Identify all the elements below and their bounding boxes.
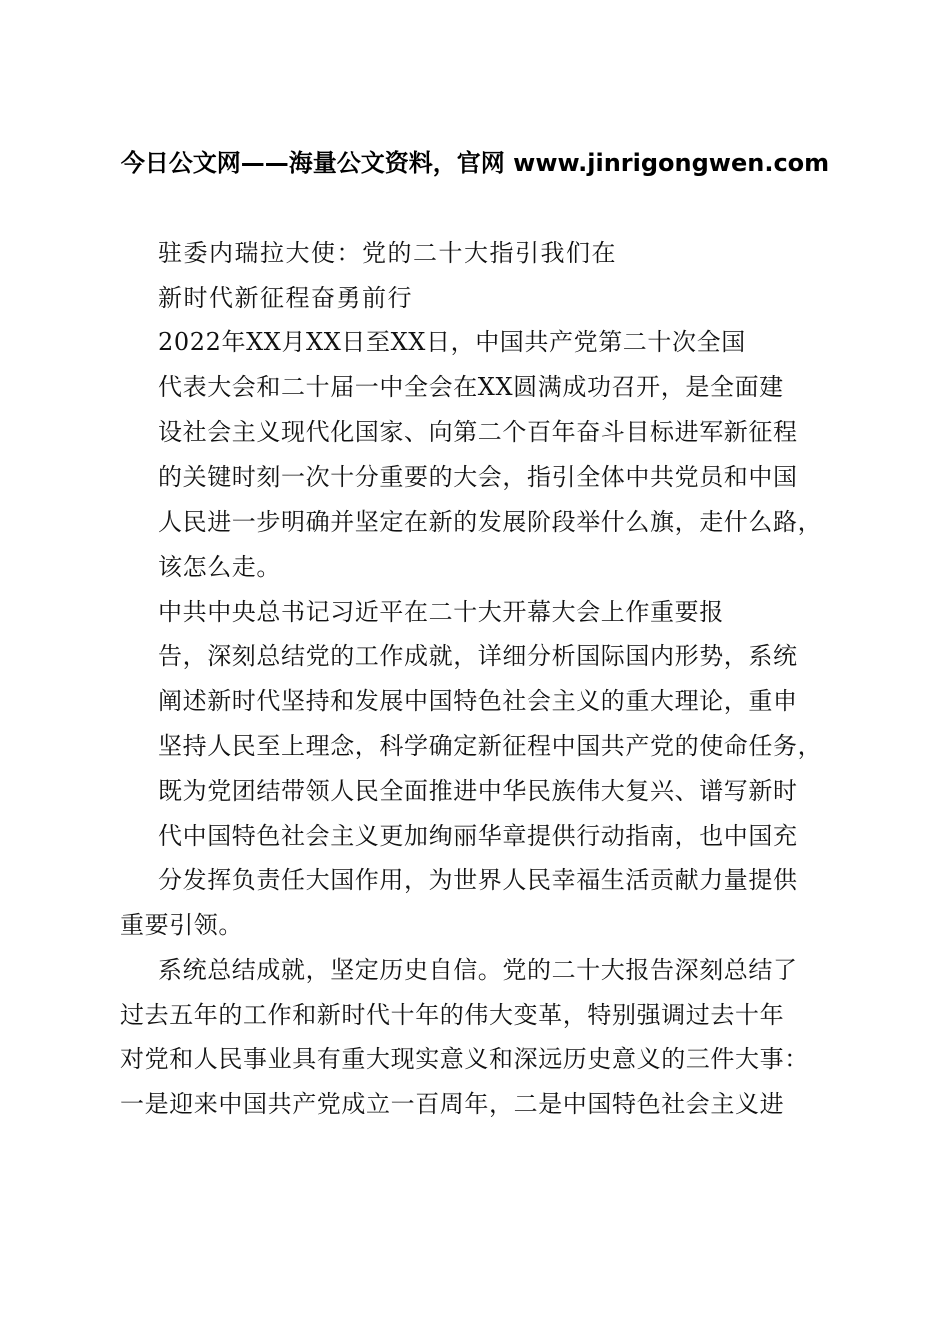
paragraph-line: 坚持人民至上理念，科学确定新征程中国共产党的使命任务， bbox=[158, 732, 823, 760]
paragraph-line: 告，深刻总结党的工作成就，详细分析国际国内形势，系统 bbox=[158, 642, 798, 670]
paragraph-line: 设社会主义现代化国家、向第二个百年奋斗目标进军新征程 bbox=[158, 418, 798, 446]
paragraph-line: 重要引领。 bbox=[120, 911, 243, 939]
paragraph-line: 人民进一步明确并坚定在新的发展阶段举什么旗，走什么路， bbox=[158, 508, 823, 536]
title-line: 新时代新征程奋勇前行 bbox=[158, 284, 413, 312]
paragraph-line: 阐述新时代坚持和发展中国特色社会主义的重大理论，重申 bbox=[158, 687, 798, 715]
paragraph-line: 该怎么走。 bbox=[158, 553, 281, 581]
paragraph-line: 一是迎来中国共产党成立一百周年，二是中国特色社会主义进 bbox=[120, 1090, 785, 1118]
paragraph-line: 代中国特色社会主义更加绚丽华章提供行动指南，也中国充 bbox=[158, 822, 798, 850]
paragraph-line: 对党和人民事业具有重大现实意义和深远历史意义的三件大事： bbox=[120, 1045, 809, 1073]
paragraph-line: 系统总结成就，坚定历史自信。党的二十大报告深刻总结了 bbox=[158, 956, 798, 984]
website-header: 今日公文网——海量公文资料，官网 www.jinrigongwen.com bbox=[120, 149, 830, 177]
title-line: 驻委内瑞拉大使：党的二十大指引我们在 bbox=[158, 239, 617, 267]
paragraph-line: 代表大会和二十届一中全会在XX圆满成功召开，是全面建 bbox=[158, 373, 784, 401]
paragraph-line: 中共中央总书记习近平在二十大开幕大会上作重要报 bbox=[158, 598, 724, 626]
paragraph-line: 既为党团结带领人民全面推进中华民族伟大复兴、谱写新时 bbox=[158, 777, 798, 805]
paragraph-line: 分发挥负责任大国作用，为世界人民幸福生活贡献力量提供 bbox=[158, 866, 798, 894]
paragraph-line: 过去五年的工作和新时代十年的伟大变革，特别强调过去十年 bbox=[120, 1001, 785, 1029]
paragraph-line: 的关键时刻一次十分重要的大会，指引全体中共党员和中国 bbox=[158, 463, 798, 491]
paragraph-line: 2022年XX月XX日至XX日，中国共产党第二十次全国 bbox=[158, 328, 746, 356]
